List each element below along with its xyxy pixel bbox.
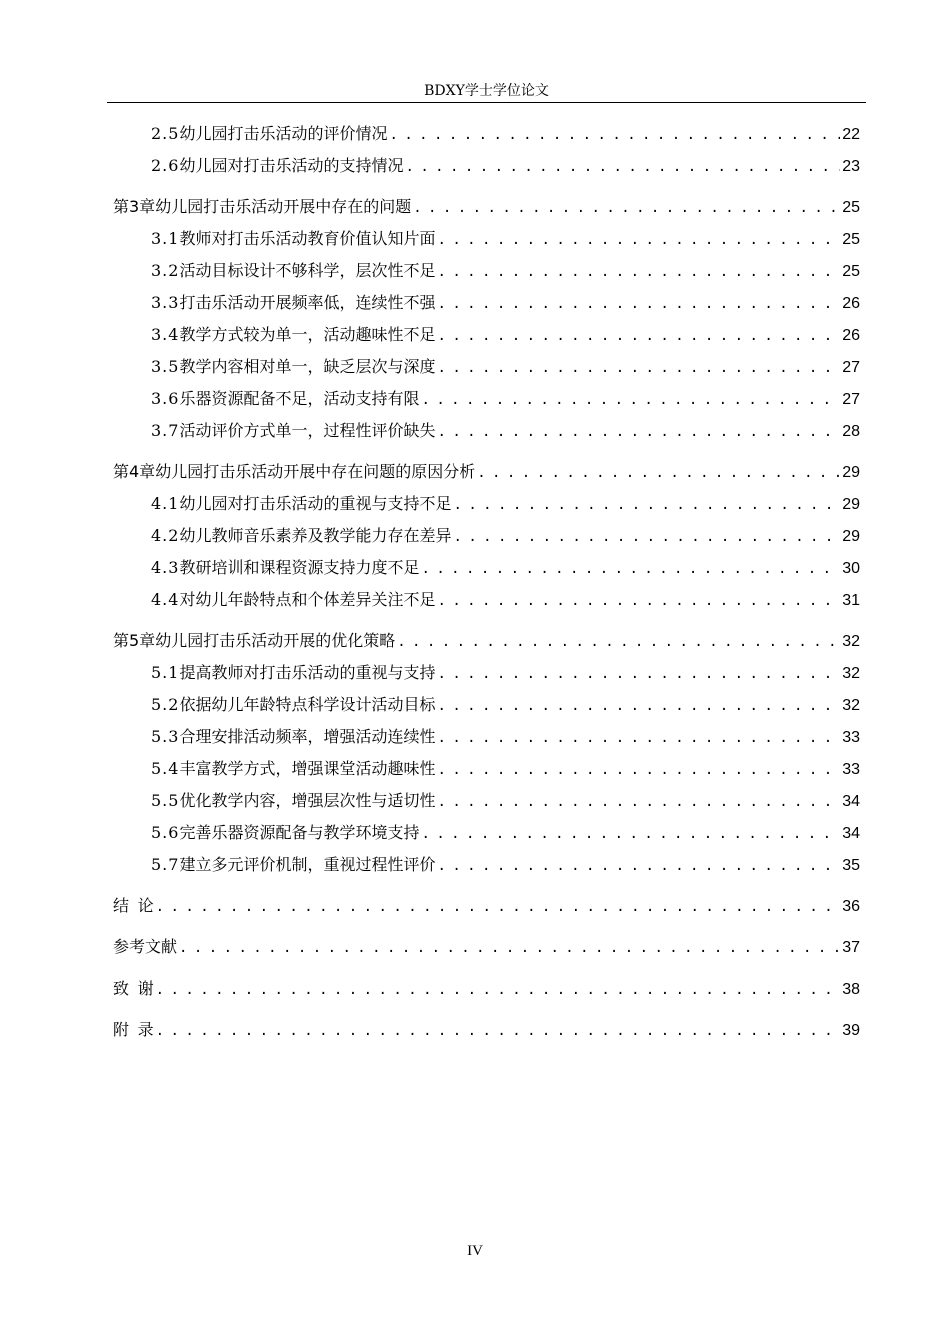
toc-number: 3.6 <box>151 389 180 408</box>
toc-entry-5-5[interactable] <box>151 788 860 812</box>
toc-page: 29 <box>842 464 860 481</box>
toc-number: 3.5 <box>151 357 180 376</box>
toc-number: 5.1 <box>151 663 180 682</box>
toc-title: 提高教师对打击乐活动的重视与支持 <box>179 663 436 682</box>
dot-leader <box>421 392 840 408</box>
toc-chapter-number: 第3章 <box>113 197 156 216</box>
toc-page: 25 <box>842 263 860 280</box>
toc-number: 5.7 <box>151 855 180 874</box>
dot-leader <box>179 940 840 956</box>
toc-page: 37 <box>842 939 860 956</box>
toc-entry-3-2[interactable] <box>151 258 860 282</box>
toc-title: 对幼儿年龄特点和个体差异关注不足 <box>179 590 436 609</box>
dot-leader <box>421 826 840 842</box>
toc-title-char-1: 附 <box>113 1020 130 1039</box>
toc-page: 34 <box>842 793 860 810</box>
page-number: IV <box>467 1243 483 1259</box>
toc-number: 3.7 <box>151 421 180 440</box>
toc-number: 5.6 <box>151 823 180 842</box>
toc-entry-4-4[interactable] <box>151 587 860 611</box>
toc-entry-4-2[interactable] <box>151 523 860 547</box>
dot-leader <box>437 593 840 609</box>
toc-title: 活动评价方式单一，过程性评价缺失 <box>179 421 436 440</box>
toc-number: 3.3 <box>151 293 180 312</box>
toc-chapter-4[interactable] <box>113 459 860 483</box>
toc-page: 34 <box>842 825 860 842</box>
dot-leader <box>413 200 840 216</box>
toc-number: 2.5 <box>151 124 180 143</box>
toc-page: 26 <box>842 327 860 344</box>
toc-page: 25 <box>842 199 860 216</box>
toc-page: 32 <box>842 697 860 714</box>
toc-entry-5-1[interactable] <box>151 660 860 684</box>
toc-page: 33 <box>842 761 860 778</box>
dot-leader <box>437 296 840 312</box>
toc-title-char-2: 录 <box>137 1020 154 1039</box>
dot-leader <box>437 762 840 778</box>
toc-title-char-2: 论 <box>137 896 154 915</box>
toc-title-char-1: 结 <box>113 896 130 915</box>
toc-page: 23 <box>842 158 860 175</box>
toc-page: 32 <box>842 665 860 682</box>
toc-entry-5-6[interactable] <box>151 820 860 844</box>
toc-title: 活动目标设计不够科学，层次性不足 <box>179 261 436 280</box>
toc-entry-4-3[interactable] <box>151 555 860 579</box>
dot-leader <box>437 424 840 440</box>
toc-page: 30 <box>842 560 860 577</box>
toc-page: 35 <box>842 857 860 874</box>
toc-number: 4.3 <box>151 558 180 577</box>
toc-entry-3-7[interactable] <box>151 418 860 442</box>
dot-leader <box>437 666 840 682</box>
toc-chapter-3[interactable] <box>113 194 860 218</box>
dot-leader <box>437 730 840 746</box>
toc-references[interactable] <box>113 934 860 958</box>
toc-chapter-5[interactable] <box>113 628 860 652</box>
toc-title: 优化教学内容，增强层次性与适切性 <box>179 791 436 810</box>
dot-leader <box>405 159 840 175</box>
toc-title: 幼儿园对打击乐活动的支持情况 <box>179 156 404 175</box>
toc-title: 幼儿园打击乐活动开展中存在问题的原因分析 <box>155 462 476 481</box>
toc-entry-5-7[interactable] <box>151 852 860 876</box>
toc-page: 25 <box>842 231 860 248</box>
dot-leader <box>453 497 840 513</box>
toc-number: 5.5 <box>151 791 180 810</box>
toc-entry-4-1[interactable] <box>151 491 860 515</box>
dot-leader <box>437 794 840 810</box>
toc-entry-3-5[interactable] <box>151 354 860 378</box>
dot-leader <box>437 698 840 714</box>
toc-title-char-2: 谢 <box>137 979 154 998</box>
toc-page: 36 <box>842 898 860 915</box>
toc-page: 31 <box>842 592 860 609</box>
toc-number: 4.1 <box>151 494 180 513</box>
toc-title: 建立多元评价机制，重视过程性评价 <box>179 855 436 874</box>
dot-leader <box>156 899 841 915</box>
toc-entry-2-5[interactable] <box>151 121 860 145</box>
toc-title: 幼儿园打击乐活动开展中存在的问题 <box>155 197 412 216</box>
toc-title: 幼儿园打击乐活动开展的优化策略 <box>155 631 396 650</box>
toc-title: 教研培训和课程资源支持力度不足 <box>179 558 420 577</box>
dot-leader <box>437 232 840 248</box>
toc-title: 幼儿教师音乐素养及教学能力存在差异 <box>179 526 452 545</box>
running-header: BDXY学士学位论文 <box>424 83 549 99</box>
toc-number: 5.4 <box>151 759 180 778</box>
toc-page: 29 <box>842 528 860 545</box>
toc-entry-5-4[interactable] <box>151 756 860 780</box>
dot-leader <box>437 360 840 376</box>
toc-entry-5-2[interactable] <box>151 692 860 716</box>
toc-page: 39 <box>842 1022 860 1039</box>
dot-leader <box>437 858 840 874</box>
toc-page: 26 <box>842 295 860 312</box>
toc-number: 4.4 <box>151 590 180 609</box>
toc-title: 教师对打击乐活动教育价值认知片面 <box>179 229 436 248</box>
toc-entry-3-6[interactable] <box>151 386 860 410</box>
toc-number: 3.2 <box>151 261 180 280</box>
toc-chapter-number: 第5章 <box>113 631 156 650</box>
toc-title: 参考文献 <box>113 937 178 956</box>
toc-page: 22 <box>842 126 860 143</box>
toc-entry-3-4[interactable] <box>151 322 860 346</box>
toc-number: 3.4 <box>151 325 180 344</box>
dot-leader <box>389 127 840 143</box>
toc-number: 5.3 <box>151 727 180 746</box>
toc-entry-2-6[interactable] <box>151 153 860 177</box>
toc-conclusion[interactable] <box>113 893 860 917</box>
dot-leader <box>437 328 840 344</box>
toc-title: 乐器资源配备不足，活动支持有限 <box>179 389 420 408</box>
toc-acknowledgements[interactable] <box>113 976 860 1000</box>
toc-title: 依据幼儿年龄特点科学设计活动目标 <box>179 695 436 714</box>
dot-leader <box>477 465 840 481</box>
toc-title: 丰富教学方式，增强课堂活动趣味性 <box>179 759 436 778</box>
toc-title: 合理安排活动频率，增强活动连续性 <box>179 727 436 746</box>
toc-title-char-1: 致 <box>113 979 130 998</box>
toc-entry-5-3[interactable] <box>151 724 860 748</box>
toc-chapter-number: 第4章 <box>113 462 156 481</box>
toc-appendix[interactable] <box>113 1017 860 1041</box>
dot-leader <box>437 264 840 280</box>
toc-page: 27 <box>842 359 860 376</box>
toc-title: 幼儿园打击乐活动的评价情况 <box>179 124 388 143</box>
dot-leader <box>156 1023 841 1039</box>
toc-page: 33 <box>842 729 860 746</box>
dot-leader <box>156 982 841 998</box>
toc-number: 3.1 <box>151 229 180 248</box>
toc-title: 教学方式较为单一，活动趣味性不足 <box>179 325 436 344</box>
toc-title: 完善乐器资源配备与教学环境支持 <box>179 823 420 842</box>
toc-page: 29 <box>842 496 860 513</box>
toc-number: 4.2 <box>151 526 180 545</box>
toc-number: 5.2 <box>151 695 180 714</box>
toc-title: 教学内容相对单一，缺乏层次与深度 <box>179 357 436 376</box>
toc-entry-3-1[interactable] <box>151 226 860 250</box>
toc-page: 27 <box>842 391 860 408</box>
toc-title: 打击乐活动开展频率低，连续性不强 <box>179 293 436 312</box>
dot-leader <box>397 634 840 650</box>
dot-leader <box>421 561 840 577</box>
toc-page: 28 <box>842 423 860 440</box>
dot-leader <box>453 529 840 545</box>
toc-page: 32 <box>842 633 860 650</box>
toc-title: 幼儿园对打击乐活动的重视与支持不足 <box>179 494 452 513</box>
toc-entry-3-3[interactable] <box>151 290 860 314</box>
toc-number: 2.6 <box>151 156 180 175</box>
toc-page: 38 <box>842 981 860 998</box>
